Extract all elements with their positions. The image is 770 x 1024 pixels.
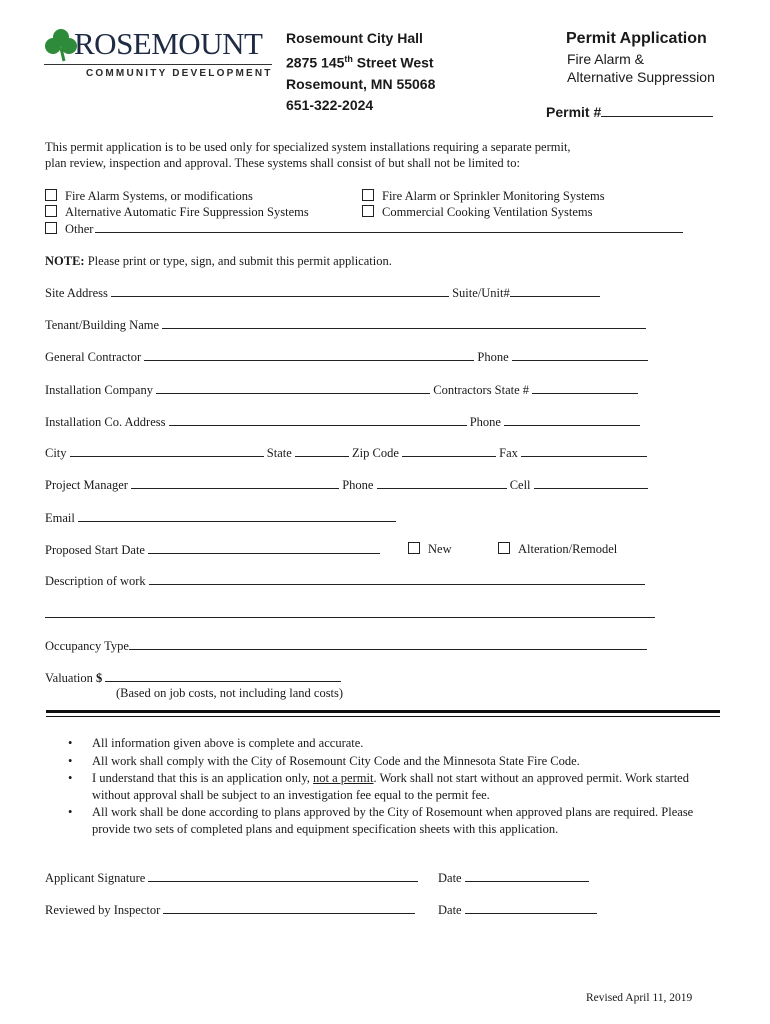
proposed-start-field[interactable] <box>148 542 380 554</box>
statement-3: • I understand that this is an application only, not a permit. Work shall not start without an approved permit. Work started without approval shall be subject to an investigation fee equal to the permit fee. <box>68 770 718 803</box>
installation-phone-field[interactable] <box>504 414 640 426</box>
proposed-start-row: Proposed Start Date <box>45 542 380 558</box>
address-line-2: 2875 145th Street West <box>286 54 434 71</box>
city-row: City State Zip Code Fax <box>45 445 647 461</box>
logo-divider <box>44 64 272 65</box>
monitoring-checkbox[interactable] <box>362 189 374 201</box>
cooking-checkbox[interactable] <box>362 205 374 217</box>
system-option-cooking: Commercial Cooking Ventilation Systems <box>362 205 593 220</box>
general-contractor-row: General Contractor Phone <box>45 349 648 365</box>
alteration-checkbox[interactable] <box>498 542 510 554</box>
description-field[interactable] <box>149 573 645 585</box>
address-line-1: Rosemount City Hall <box>286 30 423 46</box>
site-address-field[interactable] <box>111 285 449 297</box>
system-option-monitoring: Fire Alarm or Sprinkler Monitoring Systems <box>362 189 605 204</box>
state-field[interactable] <box>295 445 349 457</box>
system-option-alt-suppression: Alternative Automatic Fire Suppression Systems <box>45 205 309 220</box>
new-option: New <box>408 542 452 557</box>
logo-wordmark: ROSEMOUNT <box>74 26 263 61</box>
section-divider <box>46 710 720 713</box>
intro-line-1: This permit application is to be used only for specialized system installations requiring a separate permit, <box>45 140 571 154</box>
occupancy-row: Occupancy Type <box>45 638 647 654</box>
system-option-fire-alarm: Fire Alarm Systems, or modifications <box>45 189 253 204</box>
address-line-3: Rosemount, MN 55068 <box>286 75 436 92</box>
other-checkbox[interactable] <box>45 222 57 234</box>
occupancy-field[interactable] <box>129 638 647 650</box>
alt-suppression-checkbox[interactable] <box>45 205 57 217</box>
pm-phone-field[interactable] <box>377 477 507 489</box>
suite-field[interactable] <box>510 285 600 297</box>
applicant-date-field[interactable] <box>465 870 589 882</box>
applicant-date-row: Date <box>438 870 589 886</box>
description-continued-row <box>45 606 655 622</box>
valuation-note: (Based on job costs, not including land costs) <box>116 686 344 700</box>
reviewed-by-field[interactable] <box>163 902 415 914</box>
page-subtitle: Fire Alarm & Alternative Suppression <box>567 51 715 85</box>
fax-field[interactable] <box>521 445 647 457</box>
city-hall-address <box>286 28 435 116</box>
logo <box>44 26 274 82</box>
intro-line-2: plan review, inspection and approval. These systems shall consist of but shall not be limited to: <box>45 156 520 170</box>
reviewed-date-row: Date <box>438 902 597 918</box>
project-manager-field[interactable] <box>131 477 339 489</box>
logo-subtitle: COMMUNITY DEVELOPMENT <box>86 68 273 79</box>
statement-2: • All work shall comply with the City of Rosemount City Code and the Minnesota State Fire Code. <box>68 753 718 770</box>
email-field[interactable] <box>78 510 396 522</box>
system-option-other: Other <box>45 221 683 237</box>
alteration-option: Alteration/Remodel <box>498 542 617 557</box>
note: NOTE: Please print or type, sign, and submit this permit application. <box>45 254 392 268</box>
valuation-row: Valuation $ <box>45 670 341 686</box>
clover-icon <box>44 28 78 62</box>
project-manager-row: Project Manager Phone Cell <box>45 477 648 493</box>
cell-field[interactable] <box>534 477 648 489</box>
email-row: Email <box>45 510 396 526</box>
other-field[interactable] <box>95 221 683 233</box>
tenant-field[interactable] <box>162 317 646 329</box>
description-row: Description of work <box>45 573 645 589</box>
permit-number-field[interactable] <box>601 103 713 117</box>
tenant-row: Tenant/Building Name <box>45 317 646 333</box>
installation-address-field[interactable] <box>169 414 467 426</box>
reviewed-by-row: Reviewed by Inspector <box>45 902 415 918</box>
description-field-2[interactable] <box>45 606 655 618</box>
general-contractor-field[interactable] <box>144 349 474 361</box>
applicant-signature-row: Applicant Signature <box>45 870 418 886</box>
city-field[interactable] <box>70 445 264 457</box>
statement-1: • All information given above is complete and accurate. <box>68 735 718 752</box>
installation-company-row: Installation Company Contractors State # <box>45 382 638 398</box>
section-divider-thin <box>46 716 720 717</box>
applicant-statements <box>68 735 718 838</box>
page-title: Permit Application <box>566 30 707 47</box>
revision-date: Revised April 11, 2019 <box>586 992 693 1004</box>
new-checkbox[interactable] <box>408 542 420 554</box>
fire-alarm-checkbox[interactable] <box>45 189 57 201</box>
zip-field[interactable] <box>402 445 496 457</box>
site-address-row: Site Address Suite/Unit# <box>45 285 600 301</box>
contractor-phone-field[interactable] <box>512 349 648 361</box>
installation-address-row: Installation Co. Address Phone <box>45 414 640 430</box>
address-line-4: 651-322-2024 <box>286 96 374 113</box>
statement-4: • All work shall be done according to plans approved by the City of Rosemount when approved plans are required. Please provide two sets of completed plans and equipment specification sheets with this application. <box>68 804 718 837</box>
contractors-state-field[interactable] <box>532 382 638 394</box>
permit-number: Permit # <box>546 103 713 120</box>
applicant-signature-field[interactable] <box>148 870 418 882</box>
valuation-field[interactable] <box>105 670 341 682</box>
reviewed-date-field[interactable] <box>465 902 597 914</box>
installation-company-field[interactable] <box>156 382 430 394</box>
